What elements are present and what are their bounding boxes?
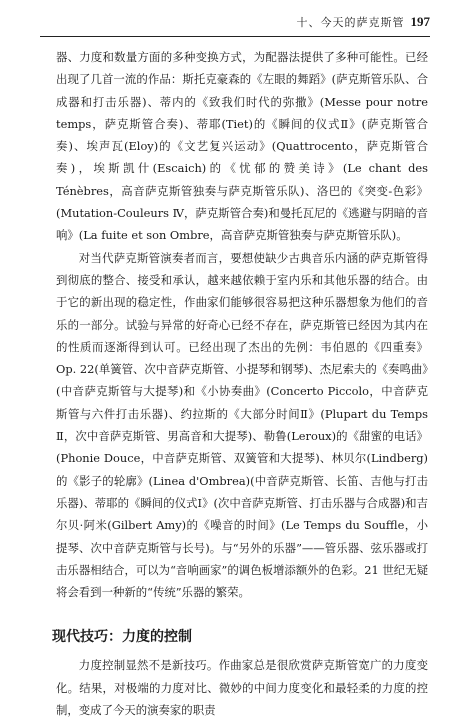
- page-number: 197: [410, 14, 430, 29]
- page-body: [52, 46, 428, 721]
- running-header: [40, 14, 430, 37]
- section-heading: 现代技巧：力度的控制: [52, 629, 192, 646]
- paragraph-continued: 器、力度和数量方面的多种变换方式，为配器法提供了多种可能性。已经出现了几首一流的作品：斯托克豪森的《左眼的舞蹈》(萨克斯管乐队、合成器和打击乐器)、蒂内的《致我们时代的弥撒》(Messe pour notre temps，萨克斯管合奏)、蒂耶(Tiet)的《瞬间的仪式Ⅱ》(萨克斯管合奏)、埃声瓦(Eloy)的《文艺复兴运动》(Quattrocento，萨克斯管合奏)，埃斯凯什(Escaich)的《忧郁的赞美诗》(Le chant des Ténèbres，高音萨克斯管独奏与萨克斯管乐队)、洛巴的《突变-色彩》(Mutation-Couleurs Ⅳ，萨克斯管合奏)和曼托瓦尼的《逃避与阴暗的音响》(La fuite et son Ombre，高音萨克斯管独奏与萨克斯管乐队)。: [56, 50, 428, 243]
- paragraph: 对当代萨克斯管演奏者而言，要想使缺少古典音乐内涵的萨克斯管得到彻底的整合、接受和承认，越来越依赖于室内乐和其他乐器的结合。由于它的新出现的稳定性，作曲家们能够很容易把这种乐器想象为他们的音乐的一部分。试验与异常的好奇心已经不存在，萨克斯管已经因为其内在的性质而逐渐得到认可。已经出现了杰出的先例：韦伯恩的《四重奏》Op. 22(单簧管、次中音萨克斯管、小提琴和钢琴)、杰尼索夫的《奏鸣曲》(中音萨克斯管与大提琴)和《小协奏曲》(Concerto Piccolo，中音萨克斯管与六件打击乐器)、约拉斯的《大部分时间Ⅱ》(Plupart du Temps Ⅱ，次中音萨克斯管、男高音和大提琴)、勒鲁(Leroux)的《甜蜜的电话》(Phonie Douce，中音萨克斯管、双簧管和大提琴)、林贝尔(Lindberg)的《影子的轮廓》(Linea d'Ombrea)(中音萨克斯管、长笛、吉他与打击乐器)、蒂耶的《瞬间的仪式Ⅰ》(次中音萨克斯管、打击乐器与合成器)和吉尔贝·阿米(Gilbert Amy)的《噪音的时间》(Le Temps du Souffle，小提琴、次中音萨克斯管与长号)。与“另外的乐器”——管乐器、弦乐器或打击乐器相结合，可以为“音响画家”的调色板增添额外的色彩。21 世纪无疑将会看到一种新的“传统”乐器的繁荣。: [56, 250, 428, 600]
- chapter-title: 十、今天的萨克斯管: [296, 16, 405, 29]
- section-paragraph: 力度控制显然不是新技巧。作曲家总是很欣赏萨克斯管宽广的力度变化。结果，对极端的力度对比、微妙的中间力度变化和最轻柔的力度的控制，变成了今天的演奏家的职责: [56, 658, 428, 718]
